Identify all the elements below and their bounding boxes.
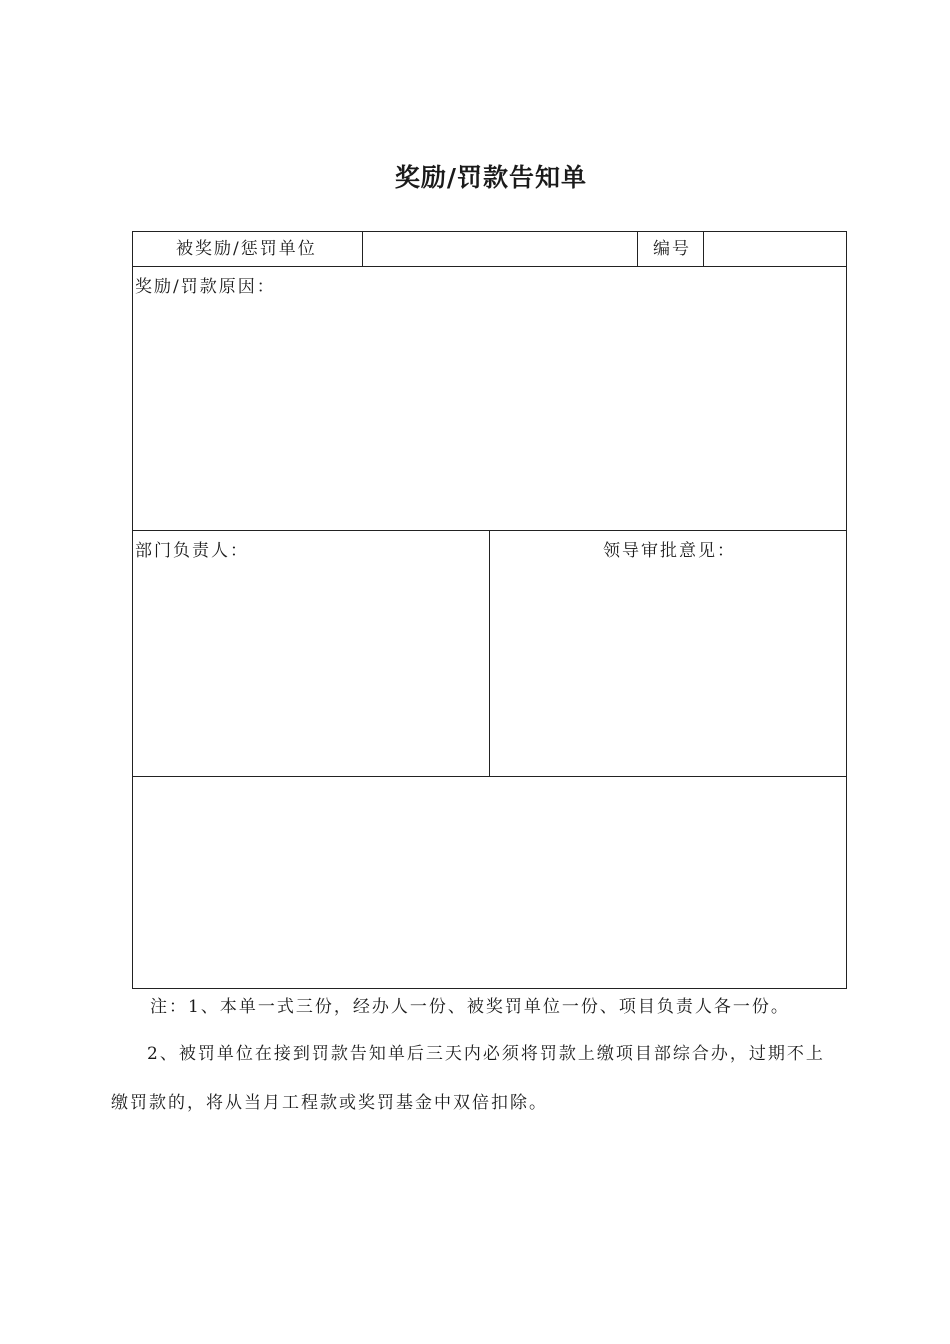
dept-head-field[interactable] xyxy=(133,566,489,776)
table-row-divider-1 xyxy=(132,266,847,267)
reason-field[interactable] xyxy=(133,300,846,529)
number-field[interactable] xyxy=(704,232,846,266)
document-title: 奖励/罚款告知单 xyxy=(394,163,588,192)
table-border-right xyxy=(846,231,847,989)
unit-field[interactable] xyxy=(363,232,637,266)
table-border-bottom xyxy=(132,988,847,989)
note-line-1: 注：1、本单一式三份，经办人一份、被奖罚单位一份、项目负责人各一份。 xyxy=(150,997,790,1017)
note-line-3: 缴罚款的，将从当月工程款或奖罚基金中双倍扣除。 xyxy=(111,1093,548,1113)
number-label: 编号 xyxy=(653,239,691,259)
note-line-2: 2、被罚单位在接到罚款告知单后三天内必须将罚款上缴项目部综合办，过期不上 xyxy=(147,1044,825,1064)
reason-label: 奖励/罚款原因： xyxy=(135,277,276,297)
dept-head-label: 部门负责人： xyxy=(135,541,249,561)
header-col-divider-2 xyxy=(637,231,638,267)
leader-opinion-field[interactable] xyxy=(490,566,846,776)
bottom-remarks-field[interactable] xyxy=(133,777,846,988)
unit-label: 被奖励/惩罚单位 xyxy=(176,239,317,259)
leader-opinion-label: 领导审批意见： xyxy=(603,541,736,561)
